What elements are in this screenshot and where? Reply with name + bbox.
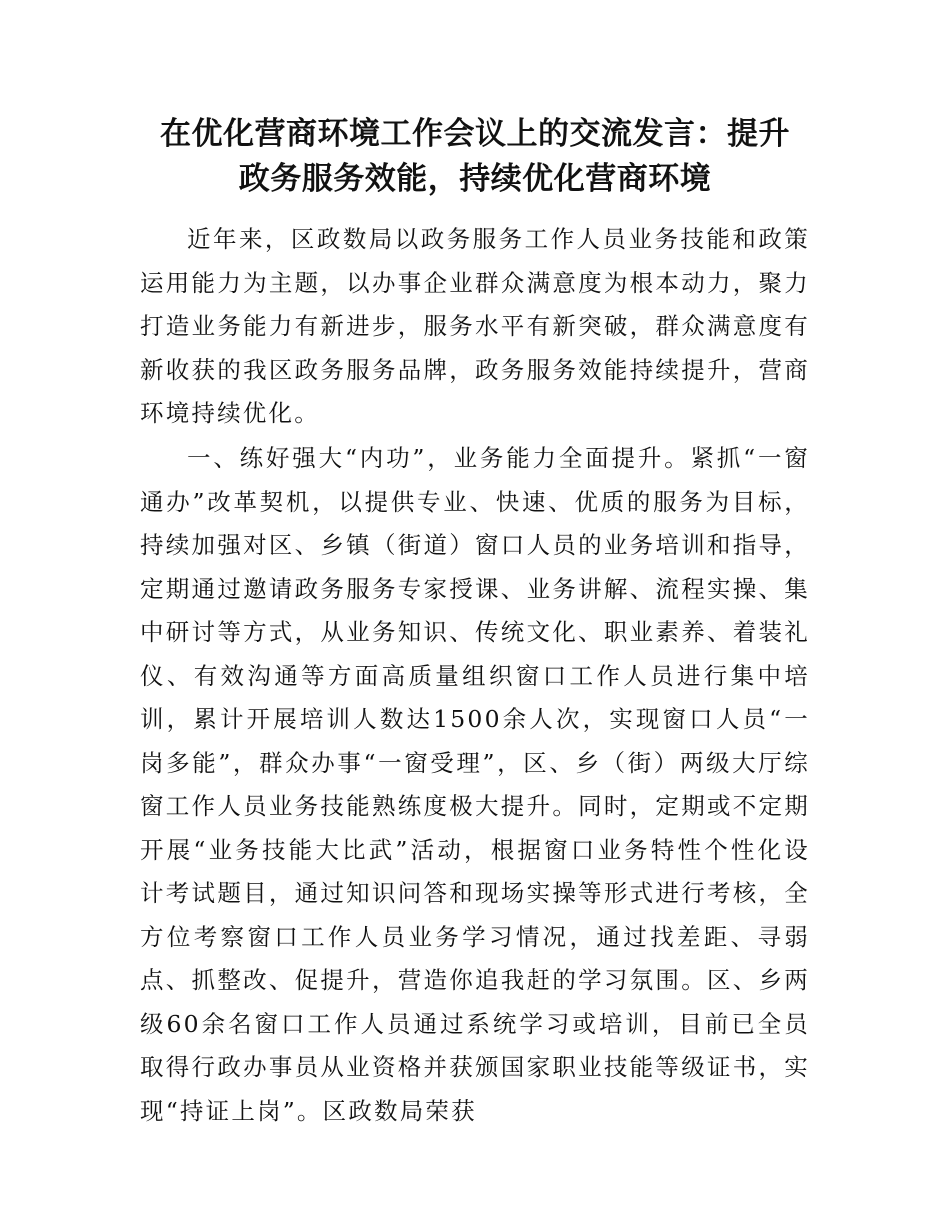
title-line-1: 在优化营商环境工作会议上的交流发言：提升 [160,116,790,152]
title-line-2: 政务服务效能，持续优化营商环境 [238,161,712,197]
paragraph-intro: 近年来，区政数局以政务服务工作人员业务技能和政策运用能力为主题，以办事企业群众满意度为根本动力，聚力打造业务能力有新进步，服务水平有新突破，群众满意度有新收获的我区政务服务品牌，政务服务效能持续提升，营商环境持续优化。 [140,225,810,427]
paragraph-section-one: 一、练好强大“内功”，业务能力全面提升。紧抓“一窗通办”改革契机，以提供专业、快速、优质的服务为目标，持续加强对区、乡镇（街道）窗口人员的业务培训和指导，定期通过邀请政务服务专家授课、业务讲解、流程实操、集中研讨等方式，从业务知识、传统文化、职业素养、着装礼仪、有效沟通等方面高质量组织窗口工作人员进行集中培训，累计开展培训人数达1500余人次，实现窗口人员“一岗多能”，群众办事“一窗受理”，区、乡（街）两级大厅综窗工作人员业务技能熟练度极大提升。同时，定期或不定期开展“业务技能大比武”活动，根据窗口业务特性个性化设计考试题目，通过知识问答和现场实操等形式进行考核，全方位考察窗口工作人员业务学习情况，通过找差距、寻弱点、抓整改、促提升，营造你追我赶的学习氛围。区、乡两级60余名窗口工作人员通过系统学习或培训，目前已全员取得行政办事员从业资格并获颁国家职业技能等级证书，实现“持证上岗”。区政数局荣获 [140,444,810,1125]
document-title [140,112,810,202]
